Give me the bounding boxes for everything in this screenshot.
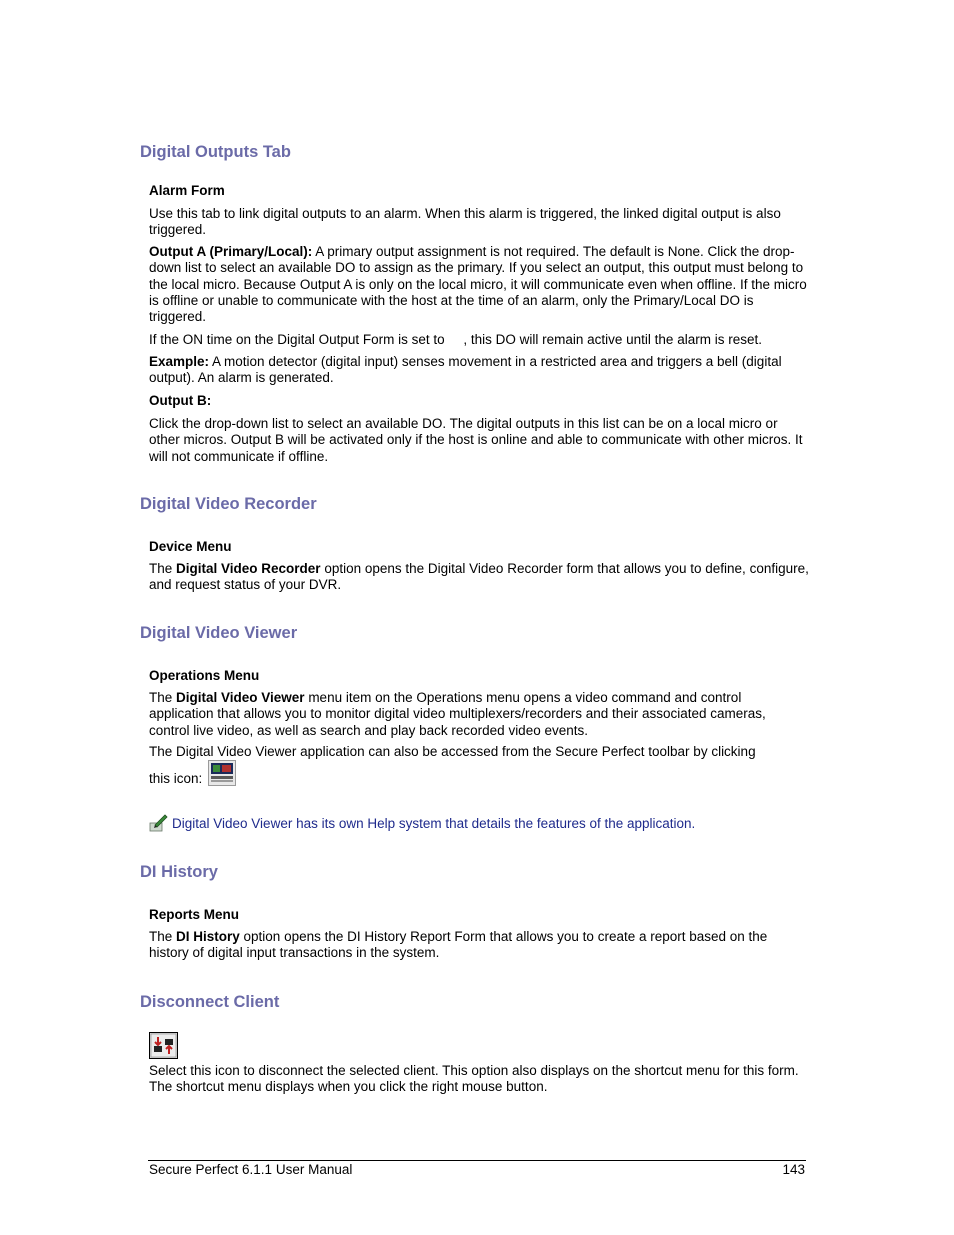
heading-digital-outputs-tab: Digital Outputs Tab: [140, 143, 291, 161]
paragraph-output-a: [149, 244, 809, 325]
heading-digital-video-viewer: Digital Video Viewer: [140, 624, 298, 642]
paragraph-output-b-label: [149, 393, 809, 409]
paragraph-disconnect-client: Select this icon to disconnect the selected client. This option also displays on the shortcut menu for this form. The shortcut menu displays when you click the right mouse button.: [149, 1063, 799, 1095]
paragraph-dvv: [149, 690, 809, 739]
dvr-bold: Digital Video Recorder: [176, 561, 321, 576]
heading-disconnect-client: Disconnect Client: [140, 993, 280, 1011]
paragraph-dvv-toolbar: The Digital Video Viewer application can also be accessed from the Secure Perfect toolbar by clicking: [149, 744, 756, 759]
dvv-pre: The: [149, 690, 177, 705]
paragraph-alarm-form-intro: Use this tab to link digital outputs to an alarm. When this alarm is triggered, the linked digital output is also triggered.: [149, 206, 781, 238]
subheading-reports-menu: Reports Menu: [149, 907, 240, 922]
subheading-alarm-form: Alarm Form: [149, 183, 225, 198]
output-a-text: A primary output assignment is not required. The default is None. Click the drop-down list to select an available DO to assign as the primary. If you select an output, this output must belong to the local micro. Because Output A is only on the local micro, it will communicate even when offline. If the micro is offline or unable to communicate with the host at the time of an alarm, only the Primary/Local DO is triggered.: [149, 244, 807, 325]
dvv-bold: Digital Video Viewer: [176, 690, 305, 705]
footer-page-number: 143: [782, 1162, 805, 1177]
paragraph-di-history: [149, 929, 809, 962]
dvr-pre: The: [149, 561, 177, 576]
subheading-operations-menu: Operations Menu: [149, 668, 260, 683]
heading-digital-video-recorder: Digital Video Recorder: [140, 495, 317, 513]
note-pencil-icon: [149, 812, 169, 837]
output-a-label: Output A (Primary/Local):: [149, 244, 313, 259]
disconnect-client-icon: [149, 1032, 178, 1064]
footer-manual-title: Secure Perfect 6.1.1 User Manual: [149, 1162, 353, 1177]
paragraph-example: [149, 354, 809, 387]
heading-di-history: DI History: [140, 863, 218, 881]
di-bold: DI History: [176, 929, 240, 944]
footer-divider: [148, 1160, 806, 1161]
note-dvv-help: Digital Video Viewer has its own Help system that details the features of the application.: [172, 816, 696, 831]
video-viewer-toolbar-icon: [208, 760, 236, 791]
di-post: option opens the DI History Report Form that allows you to create a report based on the history of digital input transactions in the system.: [149, 929, 768, 961]
dvv-post: menu item on the Operations menu opens a video command and control application that allows you to monitor digital video multiplexers/recorders and their associated cameras, control live video, as well as search and play back recorded video events.: [149, 690, 766, 738]
example-text: A motion detector (digital input) senses movement in a restricted area and triggers a bell (digital output). An alarm is generated.: [149, 354, 782, 386]
dvr-post: option opens the Digital Video Recorder form that allows you to define, configure, and request status of your DVR.: [149, 561, 809, 593]
di-pre: The: [149, 929, 177, 944]
paragraph-on-time: If the ON time on the Digital Output Form is set to , this DO will remain active until the alarm is reset.: [149, 332, 762, 347]
example-label: Example:: [149, 354, 210, 369]
paragraph-output-b: Click the drop-down list to select an available DO. The digital outputs in this list can be on a local micro or other micros. Output B will be activated only if the host is online and able to communicate with other micros. It will not communicate if offline.: [149, 416, 803, 464]
output-b-label: Output B:: [149, 393, 212, 408]
paragraph-this-icon: this icon:: [149, 771, 203, 786]
subheading-device-menu: Device Menu: [149, 539, 232, 554]
paragraph-dvr: [149, 561, 809, 594]
